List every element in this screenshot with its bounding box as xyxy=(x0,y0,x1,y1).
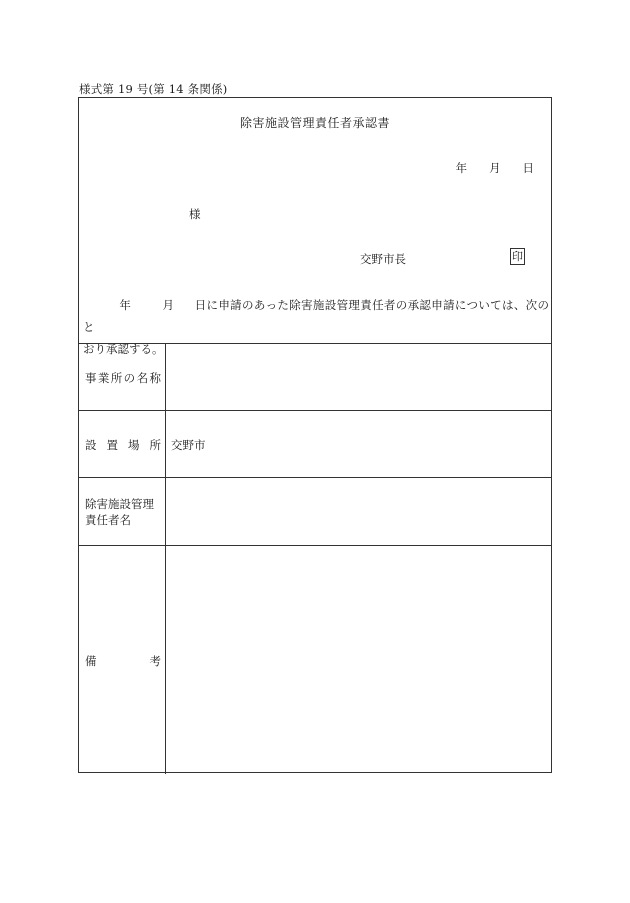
label-char: 場 xyxy=(128,438,140,452)
location-value: 交野市 xyxy=(171,438,206,452)
addressee-suffix: 様 xyxy=(189,207,201,221)
row-office-name xyxy=(79,343,551,410)
issue-date xyxy=(456,160,534,176)
remarks-label xyxy=(85,653,161,669)
label-char: 備 xyxy=(85,654,97,668)
location-field[interactable] xyxy=(166,411,551,477)
label-char: 置 xyxy=(106,438,118,452)
label-char: 所 xyxy=(149,438,161,452)
issuer-name: 交野市長 xyxy=(360,252,406,266)
label-char: 名 xyxy=(136,371,149,385)
remarks-field[interactable] xyxy=(166,546,551,774)
row-location xyxy=(79,410,551,477)
document-title: 除害施設管理責任者承認書 xyxy=(239,116,390,130)
row-remarks xyxy=(79,545,551,774)
label-char: 事 xyxy=(85,371,97,385)
statement-month-label: 月 xyxy=(162,298,175,312)
office-name-field[interactable] xyxy=(166,344,551,410)
label-line: 責任者名 xyxy=(85,513,131,527)
label-char: 業 xyxy=(97,371,110,385)
label-cell xyxy=(79,478,166,545)
label-cell xyxy=(79,546,166,774)
seal-mark: 印 xyxy=(512,250,523,263)
date-year-label: 年 xyxy=(455,161,468,175)
label-line: 除害施設管理 xyxy=(85,497,154,511)
date-month-label: 月 xyxy=(489,161,501,175)
label-cell xyxy=(79,411,166,477)
row-manager-name xyxy=(79,477,551,545)
statement-text-line1: 日に申請のあった除害施設管理責任者の承認申請については、次のと xyxy=(83,298,550,334)
label-char: 称 xyxy=(149,371,161,385)
manager-name-field[interactable] xyxy=(166,478,551,545)
label-cell xyxy=(79,344,166,410)
location-label xyxy=(85,437,161,453)
statement-year-label: 年 xyxy=(119,298,132,312)
form-number: 様式第 19 号(第 14 条関係) xyxy=(79,82,228,96)
label-char: 所 xyxy=(110,371,123,385)
form-header xyxy=(79,98,551,356)
manager-name-label xyxy=(85,496,154,528)
statement-text-line2: おり承認する。 xyxy=(83,342,164,356)
label-char: 設 xyxy=(85,438,97,452)
approval-form xyxy=(78,97,552,773)
label-char: 考 xyxy=(149,654,161,668)
date-day-label: 日 xyxy=(522,161,534,175)
office-name-label xyxy=(85,370,161,386)
label-char: の xyxy=(123,371,136,385)
